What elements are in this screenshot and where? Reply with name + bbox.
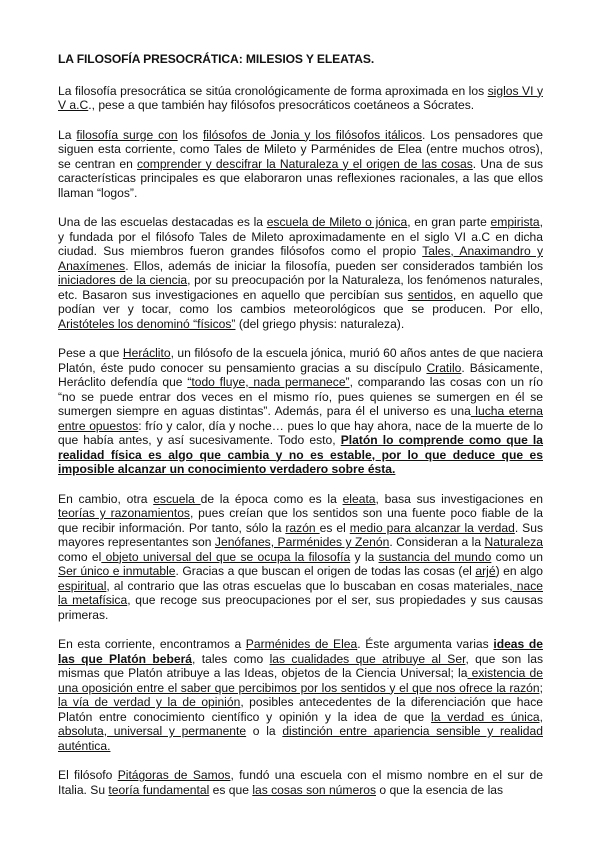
underlined-text: Ser único e inmutable (58, 564, 176, 578)
text: En esta corriente, encontramos a (58, 637, 246, 651)
underlined-text: las cosas son números (252, 782, 376, 797)
text: . Básicamente, Heráclito defendía que (58, 360, 543, 389)
underlined-text: distinción entre apariencia sensible y realidad auténtica. (58, 724, 543, 753)
underlined-text: Parménides de Elea (245, 637, 358, 651)
underlined-text: Naturaleza (484, 535, 543, 549)
underlined-text: arjé (475, 564, 496, 578)
document-page (58, 52, 543, 812)
text: , por su preocupación por la Naturaleza, los fenómenos naturales, etc. Basaron sus investigaciones en aquello que percibían sus (58, 273, 543, 302)
text: , fundó una escuela con el mismo nombre en el sur de Italia. Su (58, 768, 543, 797)
underlined-text: Jenófanes, Parménides y Zenón (214, 535, 390, 549)
text: de la época como es la (200, 491, 343, 506)
underlined-text: nace la metafísica (58, 578, 543, 607)
text: Pese a que (58, 346, 123, 360)
text: como el (58, 549, 102, 564)
paragraph-6 (58, 637, 543, 753)
underlined-text: Aristóteles los denominó “físicos” (58, 316, 236, 331)
text: Una de las escuelas destacadas es la (58, 215, 267, 229)
text: En cambio, otra (58, 491, 154, 506)
text: La (58, 127, 77, 142)
text: como un (491, 549, 543, 564)
underlined-text: medio para alcanzar la verdad (349, 520, 515, 535)
paragraph-2 (58, 128, 543, 201)
text: , y fundada por el filósofo Tales de Mileto aproximadamente en el siglo VI a.C en dicha ciudad. Sus miembros fueron grandes filósofos como el propio (58, 215, 543, 258)
text: (del griego physis: naturaleza). (235, 316, 405, 331)
text: es que (209, 782, 253, 797)
underlined-text: comprender y descifrar la Naturaleza y el origen de las cosas (136, 156, 473, 171)
underlined-text: escuela de Mileto o jónica (266, 215, 408, 229)
underlined-text: las cualidades que atribuye al Ser (269, 651, 466, 666)
text: . Ellos, además de iniciar la filosofía, pueden ser considerados también los (125, 258, 543, 273)
text: . Gracias a que buscan el origen de todas las cosas (el (175, 564, 476, 578)
underlined-text: sustancia del mundo (378, 549, 492, 564)
page-title: LA FILOSOFÍA PRESOCRÁTICA: MILESIOS Y ELEATAS. (58, 52, 375, 66)
underlined-text: Pitágoras de Samos (117, 768, 231, 782)
paragraph-5 (58, 492, 543, 623)
underlined-text: teoría fundamental (108, 782, 210, 797)
paragraph-1 (58, 84, 543, 113)
bold-underlined-text: Platón lo comprende como que la realidad física es algo que cambia y no es estable, por lo que deduce que es imposible alcanzar un conocimiento verdadero sobre ésta. (58, 433, 544, 476)
underlined-text: Heráclito (122, 346, 171, 360)
text: , que recoge sus preocupaciones por el ser, sus propiedades y sus causas primeras. (58, 593, 543, 622)
paragraph-3 (58, 215, 543, 331)
text: es el (319, 520, 350, 535)
text: los (177, 127, 203, 142)
text: , pues creían que los sentidos son una fuente poco fiable de la que recibir información. Por tanto, sólo la (58, 506, 543, 535)
paragraph-7 (58, 768, 543, 797)
text: . Los pensadores que siguen esta corriente, como Tales de Mileto y Parménides de Elea (entre muchos otros), se centran en (58, 127, 543, 171)
text: o la (246, 724, 283, 738)
text: . Sus mayores representantes son (58, 520, 544, 549)
text: y la (350, 549, 379, 564)
text: La filosofía presocrática se sitúa cronológicamente de forma aproximada en los (58, 83, 488, 98)
underlined-text: lucha eterna entre opuestos (58, 404, 543, 433)
underlined-text: eleata (342, 491, 376, 506)
text: : frío y calor, día y noche… pues lo que hay ahora, nace de la muerte de lo que había antes, y así sucesivamente. Todo esto, (58, 418, 543, 447)
underlined-text: espiritual (58, 578, 107, 593)
text: . Éste argumenta varias (357, 637, 494, 651)
text: ., pese a que también hay filósofos presocráticos coetáneos a Sócrates. (88, 98, 475, 112)
text: , comparando las cosas con un río “no se puede entrar dos veces en el mismo río, pues quienes se sumergen en él se sumergen siempre en aguas distintas”. Además, para él el universo es una (58, 375, 543, 418)
underlined-text: “todo fluye, nada permanece” (187, 375, 350, 389)
bold-underlined-text: ideas de las que Platón beberá (58, 637, 543, 666)
paragraph-4 (58, 346, 543, 477)
underlined-text: filósofos de Jonia y los filósofos itálicos (202, 127, 422, 142)
text: , al contrario que las otras escuelas que lo buscaban en cosas materiales, (106, 578, 513, 593)
underlined-text: objeto universal del que se ocupa la filosofía (101, 549, 351, 564)
text: o que la esencia de las (376, 782, 504, 797)
underlined-text: existencia de una oposición entre el saber que percibimos por los sentidos y el que nos ofrece la razón; la vía de verdad y la de opinión (58, 666, 543, 709)
underlined-text: iniciadores de la ciencia (58, 273, 188, 287)
text: , posibles antecedentes de la diferenciación que hace Platón entre conocimiento científico y opinión y la idea de que (58, 695, 543, 724)
text: , basa sus investigaciones en (375, 491, 544, 506)
text: , tales como (192, 651, 270, 666)
text: , que son las mismas que Platón atribuye a las Ideas, objetos de la Ciencia Universal; la (58, 651, 544, 680)
underlined-text: Cratilo (426, 360, 462, 375)
text: , en gran parte (407, 215, 491, 229)
underlined-text: escuela (153, 491, 201, 506)
text: . Una de sus características principales es que elaboraron unas reflexiones racionales, a las que ellos llaman “logos”. (58, 156, 544, 200)
text: , en aquello que podían ver y tocar, como los cambios meteorológicos que se producen. Por ello, (58, 287, 543, 316)
underlined-text: filosofía surge con (76, 127, 178, 142)
underlined-text: razón (285, 520, 320, 535)
text: . Consideran a la (389, 535, 485, 549)
underlined-text: teorías y razonamientos (58, 506, 190, 520)
text: , un filósofo de la escuela jónica, murió 60 años antes de que naciera Platón, éste pudo conocer su pensamiento gracias a su discípulo (58, 346, 543, 375)
underlined-text: la verdad es única, absoluta, universal y permanente (58, 709, 543, 738)
underlined-text: empirista (490, 215, 540, 229)
text: ) en algo (495, 564, 543, 578)
text: El filósofo (58, 768, 118, 782)
underlined-text: siglos VI y V a.C (58, 83, 543, 112)
underlined-text: sentidos (407, 287, 453, 302)
underlined-text: Tales, Anaximandro y Anaxímenes (58, 244, 543, 273)
